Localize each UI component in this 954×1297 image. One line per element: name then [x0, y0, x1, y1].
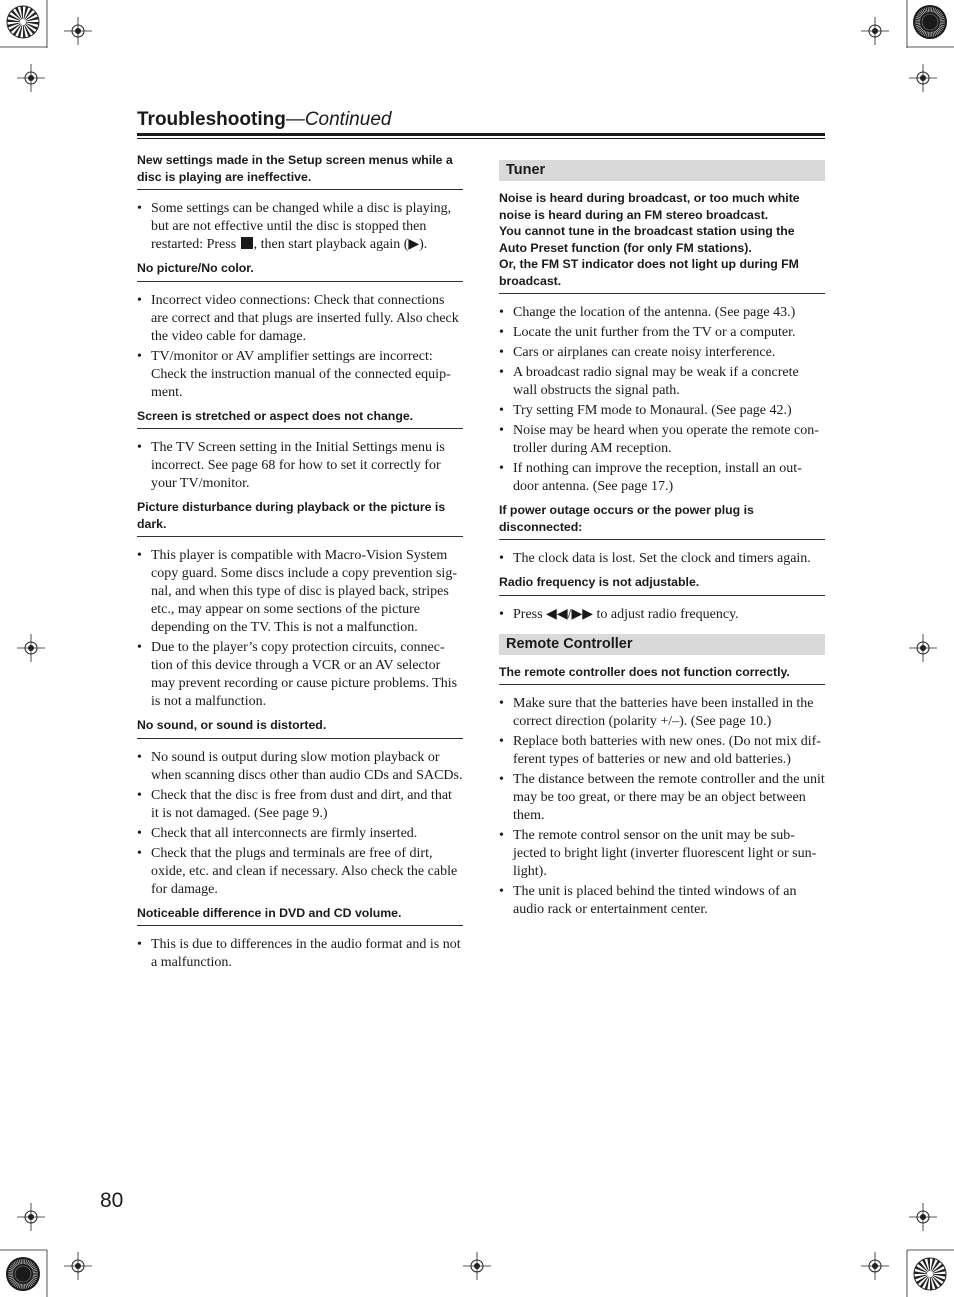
bullet-item: • The TV Screen setting in the Initial Settings menu is incorrect. See page 68 for how to set it correctly for your TV/monitor. — [137, 439, 463, 493]
bullet-item: • A broadcast radio signal may be weak if a concrete wall obstructs the signal path. — [499, 364, 825, 400]
header-rule-thin — [137, 138, 825, 139]
section-heading-tuner: Tuner — [499, 160, 825, 181]
topic-bullets — [499, 606, 825, 624]
header-continued: —Continued — [285, 109, 392, 130]
crosshair-mark — [920, 75, 926, 81]
crosshair-mark — [920, 645, 926, 651]
topic-bullets — [137, 936, 463, 972]
bullet-item: • Check that the plugs and terminals are free of dirt, oxide, etc. and clean if necessary. Also check the cable for damage. — [137, 845, 463, 899]
topic-heading: Noticeable difference in DVD and CD volume. — [137, 905, 463, 927]
crosshair-mark — [28, 645, 34, 651]
bullet-item: • The remote control sensor on the unit may be sub-jected to bright light (inverter fluorescent light or sun-light). — [499, 827, 825, 881]
bullet-item: • Due to the player’s copy protection circuits, connec-tion of this device through a VCR or an AV selector may prevent recording or cause picture problems. This is not a malfunction. — [137, 639, 463, 711]
crosshair-mark — [872, 28, 878, 34]
stop-icon — [241, 237, 253, 249]
bullet-item: • Replace both batteries with new ones. (Do not mix dif-ferent types of batteries or new and old batteries.) — [499, 733, 825, 769]
topic-bullets — [137, 749, 463, 899]
topic-heading: Screen is stretched or aspect does not change. — [137, 408, 463, 430]
crosshair-mark — [872, 1263, 878, 1269]
crosshair-mark — [474, 1263, 480, 1269]
section-heading-remote: Remote Controller — [499, 634, 825, 655]
topic-heading: If power outage occurs or the power plug is disconnected: — [499, 502, 825, 540]
page-header — [137, 107, 825, 133]
topic-bullets — [499, 304, 825, 496]
topic-bullets — [137, 547, 463, 711]
bullet-item: • This player is compatible with Macro-Vision System copy guard. Some discs include a copy prevention sig-nal, and when this type of disc is played back, stripes etc., may appear on some sections of the picture depending on the TV. This is not a malfunction. — [137, 547, 463, 637]
bullet-item: • Locate the unit further from the TV or a computer. — [499, 324, 825, 342]
topic-heading: New settings made in the Setup screen menus while a disc is playing are ineffective. — [137, 152, 463, 190]
bullet-item: • Noise may be heard when you operate the remote con-troller during AM reception. — [499, 422, 825, 458]
crosshair-mark — [920, 1214, 926, 1220]
topic-line: Noise is heard during broadcast, or too much white noise is heard during an FM stereo broadcast. — [499, 191, 800, 222]
bullet-item: • Make sure that the batteries have been installed in the correct direction (polarity +/–). (See page 10.) — [499, 695, 825, 731]
crosshair-mark — [28, 75, 34, 81]
left-column — [137, 152, 463, 978]
topic-heading: No sound, or sound is distorted. — [137, 717, 463, 739]
topic-bullets — [499, 695, 825, 919]
topic-heading: Radio frequency is not adjustable. — [499, 574, 825, 596]
bullet-item: • No sound is output during slow motion playback or when scanning discs other than audio CDs and SACDs. — [137, 749, 463, 785]
page-number: 80 — [100, 1189, 124, 1212]
bullet-item: • The distance between the remote controller and the unit may be too great, or there may be an object between them. — [499, 771, 825, 825]
topic-bullets — [137, 292, 463, 402]
bullet-item: • Change the location of the antenna. (See page 43.) — [499, 304, 825, 322]
bullet-item: • Try setting FM mode to Monaural. (See page 42.) — [499, 402, 825, 420]
bullet-text-after: , then start playback again (▶). — [253, 237, 428, 252]
header-title: Troubleshooting — [137, 109, 286, 130]
topic-bullets — [137, 200, 463, 254]
right-column — [499, 160, 825, 925]
bullet-item: • The clock data is lost. Set the clock and timers again. — [499, 550, 825, 568]
topic-heading: Picture disturbance during playback or the picture is dark. — [137, 499, 463, 537]
bullet-item: • The unit is placed behind the tinted windows of an audio rack or entertainment center. — [499, 883, 825, 919]
topic-heading: No picture/No color. — [137, 260, 463, 282]
bullet-item: • Cars or airplanes can create noisy interference. — [499, 344, 825, 362]
bullet-item: • TV/monitor or AV amplifier settings are incorrect: Check the instruction manual of the connected equip-ment. — [137, 348, 463, 402]
bullet-text-before: Some settings can be changed while a disc is playing, but are not effective until the disc is stopped then restarted: Press — [151, 201, 452, 252]
bullet-item: • Check that the disc is free from dust and dirt, and that it is not damaged. (See page 9.) — [137, 787, 463, 823]
header-rule — [137, 133, 825, 136]
topic-heading: The remote controller does not function correctly. — [499, 664, 825, 686]
topic-bullets — [137, 439, 463, 493]
crosshair-mark — [28, 1214, 34, 1220]
bullet-item: • Incorrect video connections: Check that connections are correct and that plugs are inserted fully. Also check the video cable for damage. — [137, 292, 463, 346]
topic-heading — [499, 190, 825, 294]
crosshair-mark — [75, 1263, 81, 1269]
bullet-item — [137, 200, 463, 254]
bullet-item: • This is due to differences in the audio format and is not a malfunction. — [137, 936, 463, 972]
starburst-mark — [927, 1271, 933, 1277]
bullet-item: • Press ◀◀/▶▶ to adjust radio frequency. — [499, 606, 825, 624]
topic-line: You cannot tune in the broadcast station using the Auto Preset function (for only FM stations). — [499, 224, 795, 255]
bullet-item: • If nothing can improve the reception, install an out-door antenna. (See page 17.) — [499, 460, 825, 496]
bullet-item: • Check that all interconnects are firmly inserted. — [137, 825, 463, 843]
topic-bullets — [499, 550, 825, 568]
starburst-mark — [20, 19, 26, 25]
crosshair-mark — [75, 28, 81, 34]
topic-line: Or, the FM ST indicator does not light up during FM broadcast. — [499, 257, 799, 288]
